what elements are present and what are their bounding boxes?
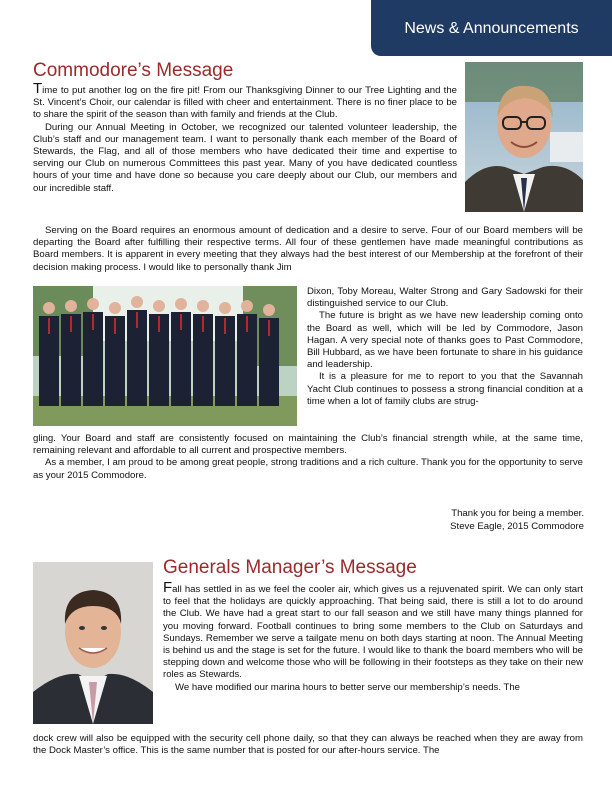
commodore-text-wide xyxy=(33,225,583,274)
commodore-paragraph-4: The future is bright as we have new leadership coming onto the Board as well, which will be led by Commodore, Jason Hagan. A very special note of thanks goes to Past Commodore, Bill Hubbard, as we have been fortunate to share in his guidance and leadership. xyxy=(307,310,583,371)
commodore-paragraph-3b: Dixon, Toby Moreau, Walter Strong and Gary Sadowski for their distinguished service to our Club. xyxy=(307,286,583,310)
signature-line: Steve Eagle, 2015 Commodore xyxy=(450,521,584,532)
commodore-heading: Commodore’s Message xyxy=(33,60,234,81)
commodore-text-top xyxy=(33,80,457,195)
commodore-paragraph-5b: gling. Your Board and staff are consistently focused on maintaining the Club’s financial strength while, at the same time, remaining relevant and affordable to all current and prospective members. xyxy=(33,433,583,457)
commodore-paragraph-3a: Serving on the Board requires an enormous amount of dedication and a desire to serve. Four of our Board members will be departing the Board after fulfilling their respective terms. All four of these gentlemen have made meaningful contributions as Board members. It is apparent in every meeting that they always had the best interest of our Membership at the forefront of their decision making process. I would like to personally thank Jim xyxy=(33,225,583,273)
drop-cap: T xyxy=(33,80,43,97)
section-title: News & Announcements xyxy=(404,20,579,37)
commodore-paragraph-2: During our Annual Meeting in October, we recognized our talented volunteer leadership, the Club’s staff and our management team. I want to personally thank each member of the Board of Stewards, the Flag, and all of those members who have dedicated their time and expertise to serving our Club on numerous Committees this past year. Many of you have dedicated countless hours of your time and have done so because you care deeply about our Club, our members and our incredible staff. xyxy=(33,121,457,194)
section-header-tab xyxy=(371,0,612,56)
drop-cap: F xyxy=(163,579,173,596)
commodore-text-right xyxy=(307,286,583,408)
gm-text-right xyxy=(163,579,583,694)
gm-text-bottom xyxy=(33,733,583,757)
gm-portrait xyxy=(33,562,153,724)
commodore-signature-block xyxy=(450,507,584,533)
thanks-line: Thank you for being a member. xyxy=(451,508,584,519)
commodore-text-bottom xyxy=(33,433,583,482)
gm-paragraph-2b: dock crew will also be equipped with the security cell phone daily, so that they can always be reached when they are away from the Dock Master’s office. This is the same number that is posted for our after-hours service. The xyxy=(33,733,583,757)
commodore-portrait xyxy=(465,62,583,212)
commodore-paragraph-1: Time to put another log on the fire pit! From our Thanksgiving Dinner to our Tree Lighting and the St. Vincent’s Choir, our calendar is filled with cheer and entertainment. There is no finer place to be to share the spirit of the season than with family and friends at the Club. xyxy=(33,80,457,121)
gm-paragraph-1: Fall has settled in as we feel the cooler air, which gives us a rejuvenated spirit. We can only start to feel that the holidays are quickly approaching. That being said, there is still a lot to do around the Club. We have had a great start to our fall season and we still have many things planned for you moving forward. Football continues to bring some members to the Club on Saturdays and Sundays. Remember we serve a tailgate menu on both days starting at noon. The Annual Meeting is behind us and the stage is set for the future. I would like to thank the board members who will be stepping down and welcome those who will be following in their footsteps as they take on their new roles as Stewards. xyxy=(163,579,583,681)
board-group-photo xyxy=(33,286,297,426)
commodore-paragraph-6: As a member, I am proud to be among great people, strong traditions and a rich culture. Thank you for the opportunity to serve as your 2015 Commodore. xyxy=(33,457,583,481)
gm-paragraph-2a: We have modified our marina hours to better serve our membership’s needs. The xyxy=(175,681,521,693)
commodore-paragraph-5a: It is a pleasure for me to report to you that the Savannah Yacht Club continues to possess a strong financial condition at a time when a lot of family clubs are strug- xyxy=(307,371,583,407)
gm-heading: Generals Manager’s Message xyxy=(163,557,417,578)
